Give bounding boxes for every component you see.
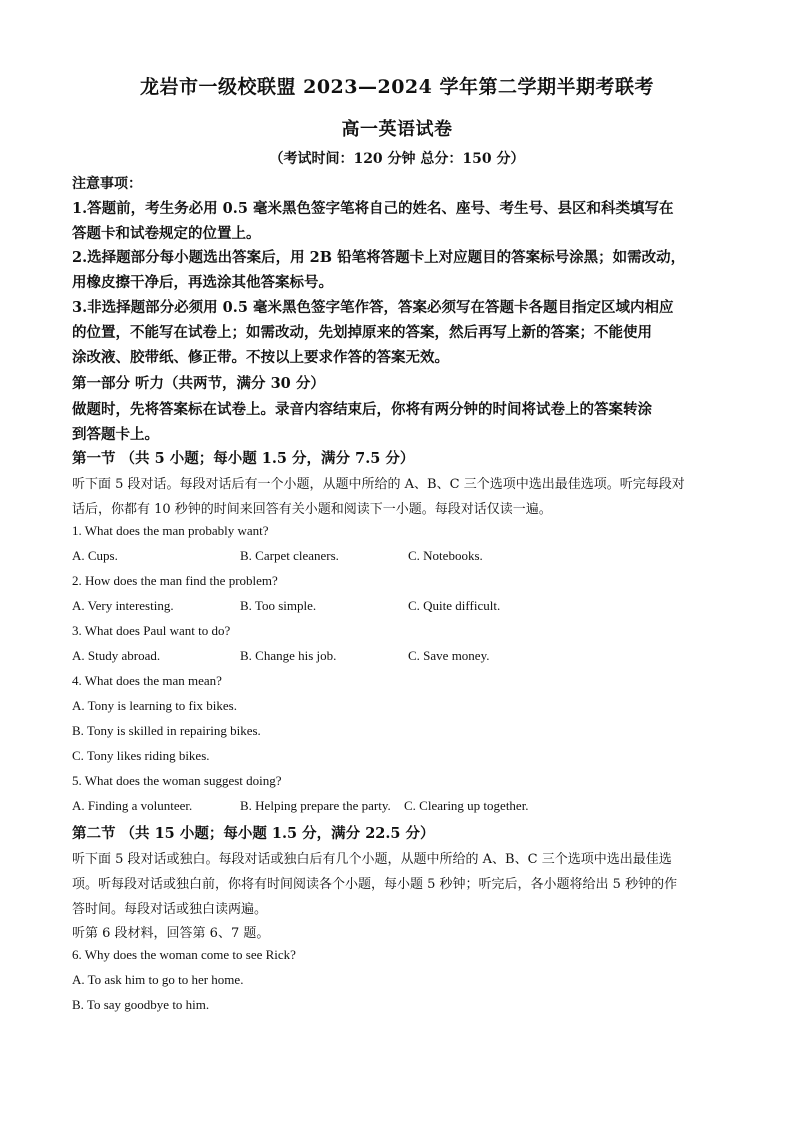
notice-item-1: 1.答题前，考生务必用 0.5 毫米黑色签字笔将自己的姓名、座号、考生号、县区和科类填写在 <box>72 200 674 217</box>
notice-item-3: 3.非选择题部分必须用 0.5 毫米黑色签字笔作答，答案必须写在答题卡各题目指定区域内相应 <box>72 299 674 316</box>
option-b: B. Helping prepare the party. <box>240 798 391 813</box>
section2-heading: 第二节 （共 15 小题；每小题 1.5 分，满分 22.5 分） <box>72 825 435 842</box>
notice-item-2-cont: 用橡皮擦干净后，再选涂其他答案标号。 <box>72 274 333 291</box>
option-a: A. Very interesting. <box>72 598 174 613</box>
option-c: C. Clearing up together. <box>404 798 529 813</box>
notice-heading: 注意事项： <box>72 176 142 192</box>
option-b: B. Tony is skilled in repairing bikes. <box>72 723 261 738</box>
exam-subtitle: 高一英语试卷 <box>341 119 453 140</box>
option-b: B. Too simple. <box>240 598 317 613</box>
section2-intro-cont2: 答时间。每段对话或独白读两遍。 <box>72 902 268 917</box>
notice-item-3-cont: 的位置，不能写在试卷上；如需改动，先划掉原来的答案，然后再写上新的答案；不能使用 <box>72 324 652 341</box>
section1-intro-cont: 话后，你都有 10 秒钟的时间来回答有关小题和阅读下一小题。每段对话仅读一遍。 <box>72 502 552 517</box>
option-c: C. Tony likes riding bikes. <box>72 748 210 763</box>
section1-heading: 第一节 （共 5 小题；每小题 1.5 分，满分 7.5 分） <box>72 450 415 467</box>
option-a: A. Finding a volunteer. <box>72 798 193 813</box>
option-b: B. Change his job. <box>240 648 337 663</box>
question-stem: 6. Why does the woman come to see Rick? <box>72 947 296 962</box>
question-stem: 1. What does the man probably want? <box>72 523 269 538</box>
notice-item-3-cont2: 涂改液、胶带纸、修正带。不按以上要求作答的答案无效。 <box>72 349 449 366</box>
notice-item-1-cont: 答题卡和试卷规定的位置上。 <box>72 225 261 242</box>
question-stem: 2. How does the man find the problem? <box>72 573 278 588</box>
exam-info: （考试时间：120 分钟 总分：150 分） <box>269 151 525 167</box>
option-a: A. Tony is learning to fix bikes. <box>72 698 237 713</box>
question-stem: 3. What does Paul want to do? <box>72 623 231 638</box>
notice-item-2: 2.选择题部分每小题选出答案后，用 2B 铅笔将答题卡上对应题目的答案标号涂黑；如需改动， <box>72 249 686 266</box>
exam-title: 龙岩市一级校联盟 2023—2024 学年第二学期半期考联考 <box>140 76 654 98</box>
question-stem: 4. What does the man mean? <box>72 673 222 688</box>
part1-heading: 第一部分 听力（共两节，满分 30 分） <box>72 375 325 392</box>
part1-intro-cont: 到答题卡上。 <box>72 426 159 443</box>
option-b: B. To say goodbye to him. <box>72 997 210 1012</box>
material-instruction: 听第 6 段材料，回答第 6、7 题。 <box>72 926 270 941</box>
section2-intro-cont: 项。听每段对话或独白前，你将有时间阅读各个小题，每小题 5 秒钟；听完后，各小题将给出 5 秒钟的作 <box>72 877 678 892</box>
section2-intro: 听下面 5 段对话或独白。每段对话或独白后有几个小题，从题中所给的 A、B、C 三个选项中选出最佳选 <box>72 852 672 867</box>
part1-intro: 做题时，先将答案标在试卷上。录音内容结束后，你将有两分钟的时间将试卷上的答案转涂 <box>72 401 652 418</box>
option-c: C. Notebooks. <box>408 548 483 563</box>
option-a: A. To ask him to go to her home. <box>72 972 244 987</box>
option-a: A. Cups. <box>72 548 118 563</box>
option-b: B. Carpet cleaners. <box>240 548 339 563</box>
option-c: C. Save money. <box>408 648 490 663</box>
option-a: A. Study abroad. <box>72 648 161 663</box>
question-stem: 5. What does the woman suggest doing? <box>72 773 282 788</box>
section1-intro: 听下面 5 段对话。每段对话后有一个小题，从题中所给的 A、B、C 三个选项中选出最佳选项。听完每段对 <box>72 477 685 492</box>
option-c: C. Quite difficult. <box>408 598 501 613</box>
